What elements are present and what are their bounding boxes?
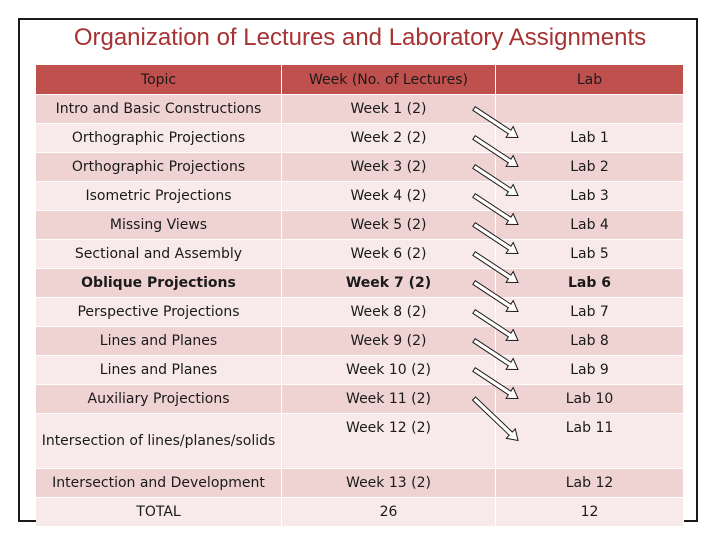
table-row <box>36 152 684 181</box>
table-row <box>36 239 684 268</box>
topic-cell: Missing Views <box>36 210 282 239</box>
table-row <box>36 355 684 384</box>
table-row <box>36 94 684 123</box>
table-header-row <box>36 65 684 94</box>
week-cell: Week 7 (2) <box>282 268 496 297</box>
topic-cell: Lines and Planes <box>36 355 282 384</box>
week-cell: Week 12 (2) <box>282 413 496 468</box>
lab-cell: Lab 3 <box>496 181 684 210</box>
topic-cell: Oblique Projections <box>36 268 282 297</box>
table-row <box>36 123 684 152</box>
week-cell: Week 13 (2) <box>282 468 496 497</box>
week-cell: Week 9 (2) <box>282 326 496 355</box>
topic-cell: Orthographic Projections <box>36 152 282 181</box>
week-cell: Week 5 (2) <box>282 210 496 239</box>
table-row <box>36 297 684 326</box>
page-title: Organization of Lectures and Laboratory Assignments <box>73 24 647 51</box>
lab-cell: Lab 6 <box>496 268 684 297</box>
week-cell: Week 4 (2) <box>282 181 496 210</box>
lab-cell <box>496 94 684 123</box>
week-cell: Week 10 (2) <box>282 355 496 384</box>
lab-cell: Lab 1 <box>496 123 684 152</box>
topic-cell: Auxiliary Projections <box>36 384 282 413</box>
topic-cell: Orthographic Projections <box>36 123 282 152</box>
column-header-lab: Lab <box>496 65 684 94</box>
schedule-table <box>36 65 684 526</box>
total-week-cell: 26 <box>282 497 496 526</box>
total-label-cell: TOTAL <box>36 497 282 526</box>
topic-cell: Isometric Projections <box>36 181 282 210</box>
week-cell: Week 6 (2) <box>282 239 496 268</box>
table-row <box>36 326 684 355</box>
topic-cell: Perspective Projections <box>36 297 282 326</box>
total-lab-cell: 12 <box>496 497 684 526</box>
week-cell: Week 1 (2) <box>282 94 496 123</box>
week-cell: Week 11 (2) <box>282 384 496 413</box>
lab-cell: Lab 11 <box>496 413 684 468</box>
total-row <box>36 497 684 526</box>
table-row <box>36 210 684 239</box>
week-cell: Week 3 (2) <box>282 152 496 181</box>
lab-cell: Lab 8 <box>496 326 684 355</box>
table-row <box>36 413 684 468</box>
topic-cell: Intro and Basic Constructions <box>36 94 282 123</box>
lab-cell: Lab 5 <box>496 239 684 268</box>
table-row <box>36 468 684 497</box>
week-cell: Week 8 (2) <box>282 297 496 326</box>
lab-cell: Lab 12 <box>496 468 684 497</box>
topic-cell: Lines and Planes <box>36 326 282 355</box>
topic-cell: Sectional and Assembly <box>36 239 282 268</box>
lab-cell: Lab 2 <box>496 152 684 181</box>
table-row <box>36 384 684 413</box>
table-row <box>36 181 684 210</box>
week-cell: Week 2 (2) <box>282 123 496 152</box>
lab-cell: Lab 10 <box>496 384 684 413</box>
table-row <box>36 268 684 297</box>
lab-cell: Lab 7 <box>496 297 684 326</box>
column-header-topic: Topic <box>36 65 282 94</box>
topic-cell: Intersection of lines/planes/solids <box>36 413 282 468</box>
column-header-week: Week (No. of Lectures) <box>282 65 496 94</box>
lab-cell: Lab 4 <box>496 210 684 239</box>
topic-cell: Intersection and Development <box>36 468 282 497</box>
lab-cell: Lab 9 <box>496 355 684 384</box>
